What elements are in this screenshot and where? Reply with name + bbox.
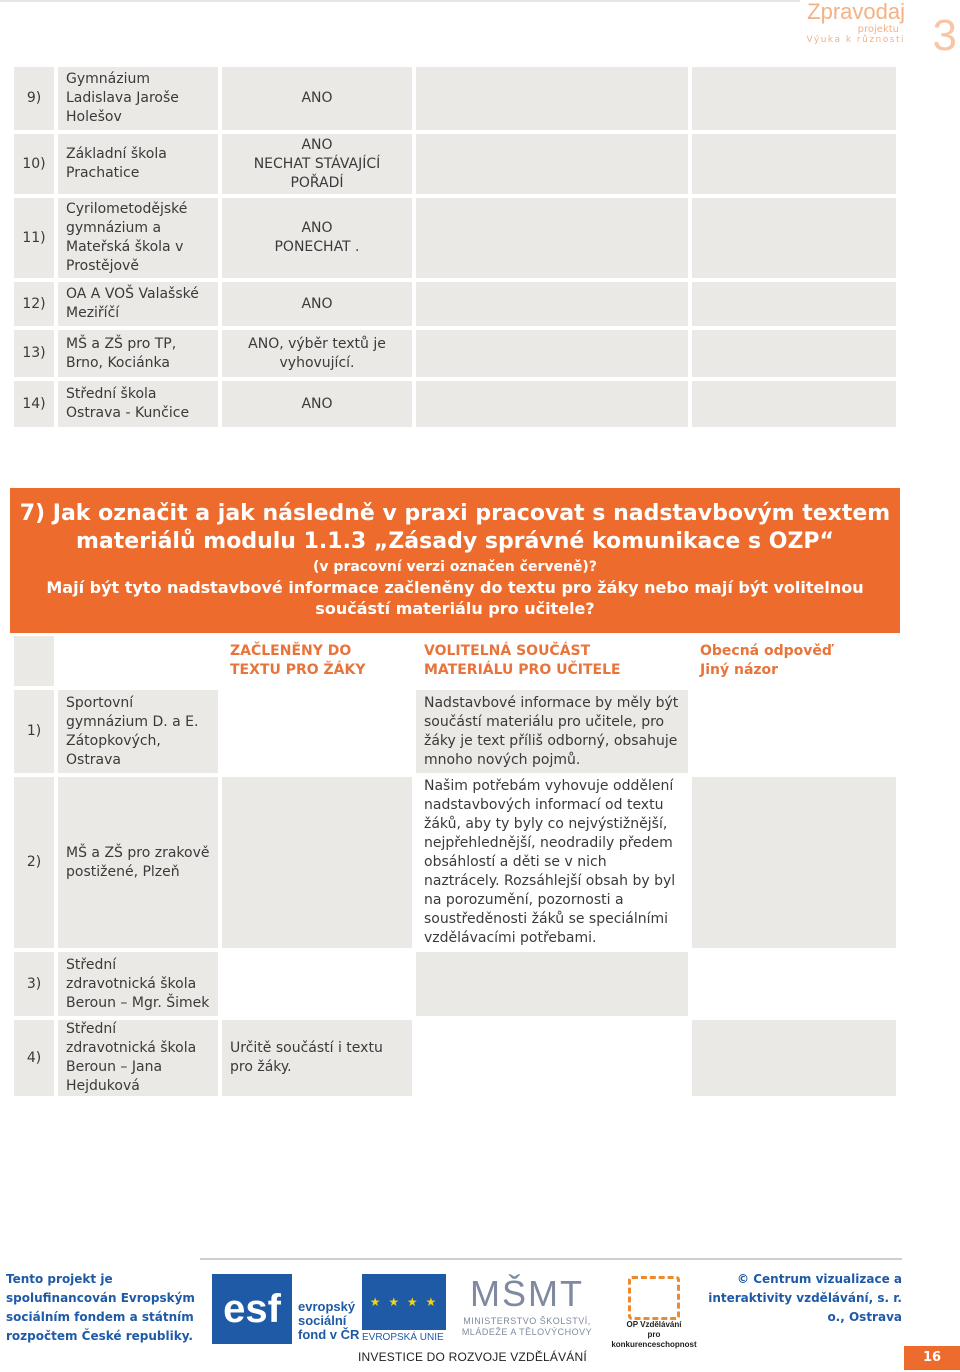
page-number: 16 (904, 1346, 960, 1370)
question-title: 7) Jak označit a jak následně v praxi pracovat s nadstavbovým textem materiálů modulu 1.1.3 „Zásady správné komunikace s OZP“ (19, 501, 891, 554)
answer-cell: Našim potřebám vyhovuje oddělení nadstavbových informací od textu žáků, aby ty byly co nejvýstižnější, nejpřehlednější, neodradily předem obsáhlostí a děti se v nich naztrácely. Rozsáhlejší obsah by byl na porozumění, pozornosti a soustředěnosti žáků se speciálními vzdělávacími potřebami. (416, 777, 688, 948)
logo-subtitle: projektu (857, 24, 899, 35)
newsletter-logo (795, 0, 957, 60)
header-rule (0, 0, 800, 45)
empty-cell (692, 198, 896, 278)
page-footer (0, 1258, 960, 1372)
table-row (14, 690, 896, 773)
answer-cell (416, 952, 688, 1016)
header-blank (58, 636, 218, 686)
footer-rule (200, 1258, 902, 1260)
esf-logo (212, 1274, 362, 1344)
empty-cell (692, 134, 896, 194)
row-number: 4) (14, 1020, 54, 1096)
row-number: 13) (14, 330, 54, 377)
responses-table-continued (10, 63, 900, 431)
table-row (14, 777, 896, 948)
answer-cell (692, 777, 896, 948)
empty-cell (416, 381, 688, 427)
msmt-logo (452, 1272, 602, 1346)
answer-cell (222, 777, 412, 948)
school-name: Cyrilometodějské gymnázium a Mateřská škola v Prostějově (58, 198, 218, 278)
row-number: 9) (14, 67, 54, 130)
answer-cell: Nadstavbové informace by měly být součástí materiálu pro učitele, pro žáky je text příliš odborný, obsahuje mnoho nových pojmů. (416, 690, 688, 773)
school-name: Sportovní gymnázium D. a E. Zátopkových, Ostrava (58, 690, 218, 773)
column-header-optional-teacher-material: VOLITELNÁ SOUČÁST MATERIÁLU PRO UČITELE (416, 636, 688, 686)
answer-cell: ANO (222, 67, 412, 130)
table-row (14, 67, 896, 130)
question-banner (10, 488, 900, 633)
msmt-caption-1: MINISTERSTVO ŠKOLSTVÍ, (463, 1316, 591, 1326)
empty-cell (692, 282, 896, 326)
table-row (14, 952, 896, 1016)
school-name: Střední zdravotnická škola Beroun – Mgr. Šimek (58, 952, 218, 1016)
esf-logo-mark: esf (212, 1274, 292, 1344)
answer-cell (416, 1020, 688, 1096)
table-row (14, 381, 896, 427)
answer-cell: ANO (222, 381, 412, 427)
empty-cell (416, 198, 688, 278)
opvk-caption-1: OP Vzdělávání (626, 1320, 682, 1329)
empty-cell (416, 282, 688, 326)
opvk-caption-2: pro konkurenceschopnost (611, 1330, 697, 1349)
investment-slogan: INVESTICE DO ROZVOJE VZDĚLÁVÁNÍ (358, 1350, 587, 1364)
row-number: 11) (14, 198, 54, 278)
row-number: 3) (14, 952, 54, 1016)
table-row (14, 198, 896, 278)
column-header-general-answer: Obecná odpověď Jiný názor (692, 636, 896, 686)
school-name: MŠ a ZŠ pro zrakově postižené, Plzeň (58, 777, 218, 948)
question-note: (v pracovní verzi označen červeně)? (313, 559, 597, 575)
school-name: Střední zdravotnická škola Beroun – Jana Hejduková (58, 1020, 218, 1096)
school-name: MŠ a ZŠ pro TP, Brno, Kociánka (58, 330, 218, 377)
empty-cell (416, 330, 688, 377)
empty-cell (692, 67, 896, 130)
opvk-logo-mark-icon (628, 1276, 680, 1320)
header-blank (14, 636, 54, 686)
school-name: Gymnázium Ladislava Jaroše Holešov (58, 67, 218, 130)
answer-cell (692, 1020, 896, 1096)
table-row (14, 330, 896, 377)
row-number: 1) (14, 690, 54, 773)
responses-table-question-7 (10, 632, 900, 1100)
cofinancing-note: Tento projekt je spolufinancován Evropským sociálním fondem a státním rozpočtem České republiky. (6, 1272, 195, 1343)
empty-cell (416, 67, 688, 130)
column-header-include-in-student-text: ZAČLENĚNY DO TEXTU PRO ŽÁKY (222, 636, 412, 686)
answer-cell: ANO PONECHAT . (222, 198, 412, 278)
logo-project-name: Výuka k různosti (806, 35, 905, 45)
esf-logo-text: evropský sociální fond v ČR (298, 1299, 360, 1342)
logo-title: Zpravodaj (807, 0, 905, 24)
row-number: 14) (14, 381, 54, 427)
msmt-logo-mark: MŠMT (470, 1273, 584, 1314)
msmt-caption-2: MLÁDEŽE A TĚLOVÝCHOVY (461, 1327, 593, 1337)
row-number: 12) (14, 282, 54, 326)
school-name: Základní škola Prachatice (58, 134, 218, 194)
empty-cell (692, 381, 896, 427)
school-name: Střední škola Ostrava - Kunčice (58, 381, 218, 427)
answer-cell (222, 952, 412, 1016)
answer-cell: ANO NECHAT STÁVAJÍCÍ POŘADÍ (222, 134, 412, 194)
answer-cell (692, 690, 896, 773)
empty-cell (416, 134, 688, 194)
eu-caption: EVROPSKÁ UNIE (362, 1332, 444, 1343)
empty-cell (692, 330, 896, 377)
row-number: 10) (14, 134, 54, 194)
table-row (14, 1020, 896, 1096)
logo-issue-number: 3 (932, 11, 957, 60)
answer-cell: ANO, výběr textů je vyhovující. (222, 330, 412, 377)
opvk-logo (606, 1272, 702, 1349)
table-row (14, 134, 896, 194)
answer-cell: Určitě součástí i textu pro žáky. (222, 1020, 412, 1096)
question-subtitle: Mají být tyto nadstavbové informace začleněny do textu pro žáky nebo mají být volitelnou součástí materiálu pro učitele? (46, 578, 864, 618)
answer-cell (222, 690, 412, 773)
table-row (14, 282, 896, 326)
copyright-note: © Centrum vizualizace a interaktivity vzdělávání, s. r. o., Ostrava (708, 1272, 902, 1324)
eu-flag-icon: ★ ★ ★ ★ (362, 1274, 446, 1330)
school-name: OA A VOŠ Valašské Meziříčí (58, 282, 218, 326)
row-number: 2) (14, 777, 54, 948)
answer-cell (692, 952, 896, 1016)
eu-logo (362, 1274, 448, 1344)
answer-cell: ANO (222, 282, 412, 326)
